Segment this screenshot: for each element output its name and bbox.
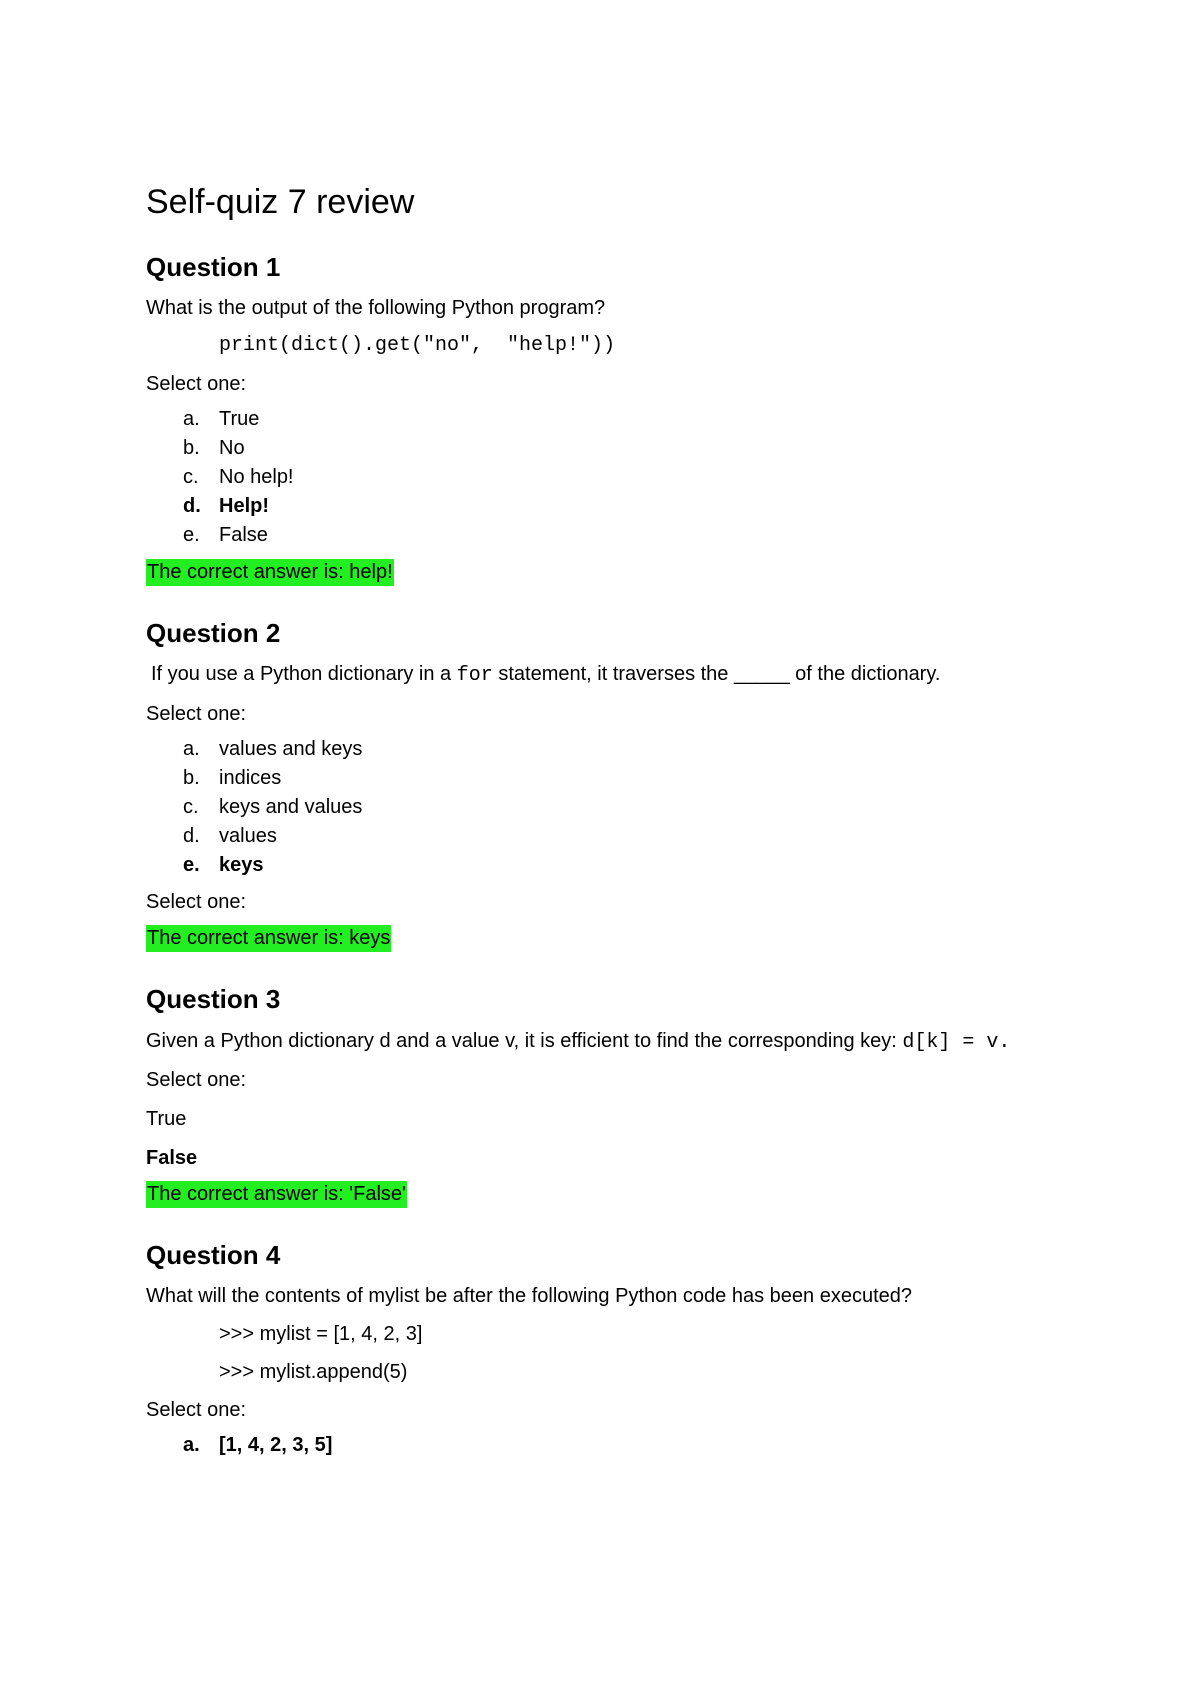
question-2-select-label: Select one: (146, 703, 247, 725)
option-b: b. indices (183, 767, 282, 789)
question-3-heading: Question 3 (146, 984, 281, 1014)
question-1-code: print(dict().get("no", "help!")) (219, 334, 616, 357)
option-e-selected: e. keys (183, 854, 264, 876)
question-1-heading: Question 1 (146, 252, 281, 282)
question-3-answer: The correct answer is: 'False' (146, 1181, 407, 1208)
option-a: a. values and keys (183, 738, 363, 760)
question-2-options (146, 735, 1066, 880)
document-page (146, 180, 1066, 1460)
option-c: c. keys and values (183, 796, 363, 818)
question-2-prompt: If you use a Python dictionary in a for statement, it traverses the _____ of the dictionary. (151, 663, 941, 687)
option-c: c. No help! (183, 466, 294, 488)
question-4-code-line-2: >>> mylist.append(5) (219, 1361, 408, 1383)
question-4 (146, 1238, 1066, 1460)
question-4-select-label: Select one: (146, 1399, 247, 1421)
question-4-code-line-1: >>> mylist = [1, 4, 2, 3] (219, 1323, 423, 1345)
question-3-prompt: Given a Python dictionary d and a value v, it is efficient to find the corresponding key: d[k] = v. (146, 1030, 1011, 1054)
question-3-option-false-selected: False (146, 1147, 198, 1169)
option-a: a. True (183, 408, 260, 430)
question-2-answer: The correct answer is: keys (146, 925, 391, 952)
question-1-options (146, 405, 1066, 550)
question-2-heading: Question 2 (146, 618, 281, 648)
question-1-answer: The correct answer is: help! (146, 559, 394, 586)
option-d-selected: d. Help! (183, 495, 269, 517)
question-2 (146, 616, 1066, 952)
question-4-prompt: What will the contents of mylist be after the following Python code has been executed? (146, 1285, 912, 1307)
question-4-heading: Question 4 (146, 1240, 281, 1270)
option-d: d. values (183, 825, 277, 847)
question-1-select-label: Select one: (146, 373, 247, 395)
question-1-prompt: What is the output of the following Python program? (146, 297, 606, 319)
question-3-select-label: Select one: (146, 1069, 247, 1091)
page-title: Self-quiz 7 review (146, 183, 415, 221)
question-3 (146, 982, 1066, 1208)
option-b: b. No (183, 437, 245, 459)
question-1 (146, 250, 1066, 586)
option-a-selected: a. [1, 4, 2, 3, 5] (183, 1434, 333, 1456)
question-3-option-true: True (146, 1108, 187, 1130)
question-4-options (146, 1431, 1066, 1460)
option-e: e. False (183, 524, 268, 546)
question-2-select-label-repeat: Select one: (146, 891, 247, 913)
